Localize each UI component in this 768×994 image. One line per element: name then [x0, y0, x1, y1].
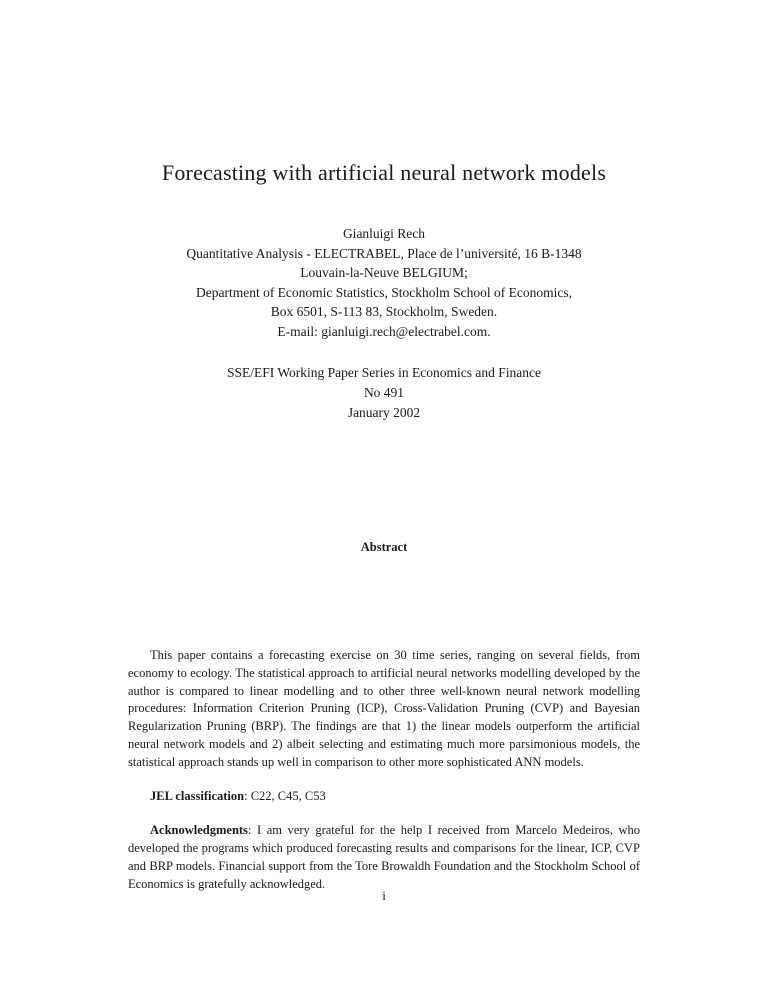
series-title: SSE/EFI Working Paper Series in Economics and Finance: [227, 365, 541, 381]
jel-classification: [128, 789, 640, 804]
email-line: E-mail: gianluigi.rech@electrabel.com.: [277, 323, 491, 339]
series-number: No 491: [363, 384, 405, 400]
abstract-section: [128, 647, 640, 771]
author-name: Gianluigi Rech: [342, 226, 426, 241]
acknowledgments-text: : I am very grateful for the help I received from Marcelo Medeiros, who developed the programs which produced forecasting results and comparisons for the linear, ICP, CVP and BRP models. Financial support from the Tore Browaldh Foundation and the Stockholm School of Economics is gratefully acknowledged.: [128, 823, 640, 891]
acknowledgments-label: Acknowledgments: [150, 823, 248, 838]
jel-label: JEL classification: [150, 789, 245, 804]
author-block: [128, 224, 640, 341]
abstract-paragraph: This paper contains a forecasting exercise on 30 time series, ranging on several fields, from economy to ecology. The statistical approach to artificial neural networks modelling developed by the author is compared to linear modelling and to other three well-known neural network modelling procedures: Information Criterion Pruning (ICP), Cross-Validation Pruning (CVP) and Bayesian Regularization Pruning (BRP). The findings are that 1) the linear models outperform the artificial neural network models and 2) albeit selecting and estimating much more parsimonious models, the statistical approach stands up well in comparison to other more sophisticated ANN models.: [128, 648, 640, 769]
page-number: i: [382, 888, 386, 903]
abstract-heading: Abstract: [360, 540, 408, 555]
series-block: [128, 363, 640, 422]
affiliation-line: Department of Economic Statistics, Stockholm School of Economics,: [195, 284, 573, 300]
paper-title: Forecasting with artificial neural network models: [161, 160, 607, 185]
series-date: January 2002: [347, 404, 421, 420]
affiliation-line: Louvain-la-Neuve BELGIUM;: [300, 265, 468, 281]
jel-codes: : C22, C45, C53: [244, 789, 326, 804]
acknowledgments: [128, 822, 640, 893]
affiliation-line: Quantitative Analysis - ELECTRABEL, Place de l’université, 16 B-1348: [186, 245, 582, 261]
page-content: [128, 0, 640, 893]
affiliation-line: Box 6501, S-113 83, Stockholm, Sweden.: [270, 304, 498, 320]
